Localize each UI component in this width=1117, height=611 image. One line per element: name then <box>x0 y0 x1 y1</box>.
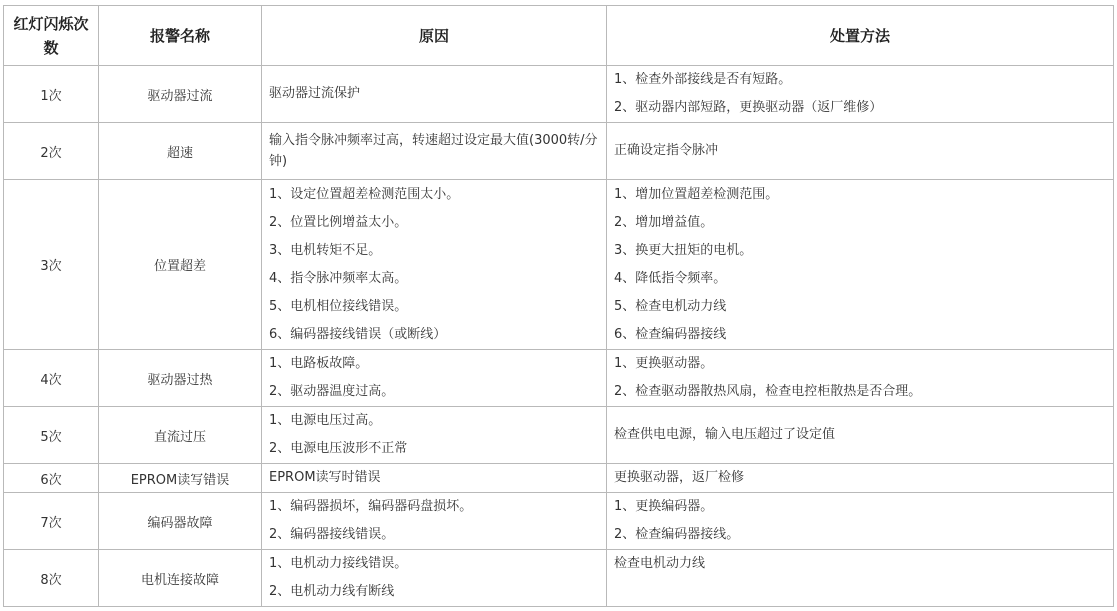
solution-line: 3、换更大扭矩的电机。 <box>614 242 753 258</box>
cause-line: 2、电机动力线有断线 <box>269 584 395 599</box>
solution-line: 正确设定指令脉冲 <box>614 143 719 158</box>
solution-line: 检查电机动力线 <box>614 556 706 571</box>
alarm-name: 驱动器过流 <box>99 66 262 123</box>
header-cause: 原因 <box>262 6 607 66</box>
solution-cell <box>607 66 1114 123</box>
blink-count: 4次 <box>4 350 99 407</box>
solution-line: 1、更换编码器。 <box>614 499 714 514</box>
cause-line: 5、电机相位接线错误。 <box>269 298 408 314</box>
solution-line: 1、增加位置超差检测范围。 <box>614 186 779 202</box>
blink-count: 8次 <box>4 550 99 607</box>
solution-cell <box>607 350 1114 407</box>
cause-line: 输入指令脉冲频率过高，转速超过设定最大值(3000转/分钟) <box>269 133 598 169</box>
cause-line: 2、电源电压波形不正常 <box>269 441 408 456</box>
solution-cell <box>607 550 1114 607</box>
alarm-name: 位置超差 <box>99 180 262 350</box>
cause-cell <box>262 493 607 550</box>
solution-cell <box>607 180 1114 350</box>
solution-line: 1、更换驱动器。 <box>614 356 714 371</box>
alarm-name: 超速 <box>99 123 262 180</box>
solution-line: 1、检查外部接线是否有短路。 <box>614 72 792 87</box>
blink-count: 3次 <box>4 180 99 350</box>
alarm-name: 驱动器过热 <box>99 350 262 407</box>
cause-line: 1、编码器损坏，编码器码盘损坏。 <box>269 499 473 514</box>
blink-count: 5次 <box>4 407 99 464</box>
alarm-name: 编码器故障 <box>99 493 262 550</box>
cause-cell <box>262 180 607 350</box>
table-row <box>4 123 1114 180</box>
cause-line: 1、电源电压过高。 <box>269 413 382 428</box>
solution-line: 2、检查驱动器散热风扇，检查电控柜散热是否合理。 <box>614 384 922 399</box>
cause-cell <box>262 123 607 180</box>
solution-line: 2、检查编码器接线。 <box>614 527 740 542</box>
header-row <box>4 6 1114 66</box>
blink-count: 2次 <box>4 123 99 180</box>
solution-line: 4、降低指令频率。 <box>614 270 727 286</box>
cause-cell <box>262 350 607 407</box>
cause-line: 3、电机转矩不足。 <box>269 242 382 258</box>
solution-cell <box>607 493 1114 550</box>
solution-cell <box>607 123 1114 180</box>
table-row <box>4 493 1114 550</box>
cause-cell <box>262 464 607 493</box>
table-row <box>4 350 1114 407</box>
cause-line: 1、电路板故障。 <box>269 356 369 371</box>
cause-cell <box>262 407 607 464</box>
cause-cell <box>262 66 607 123</box>
alarm-name: 电机连接故障 <box>99 550 262 607</box>
table-row <box>4 180 1114 350</box>
solution-line: 更换驱动器，返厂检修 <box>614 470 745 485</box>
cause-line: 2、驱动器温度过高。 <box>269 384 395 399</box>
solution-cell <box>607 464 1114 493</box>
alarm-table <box>3 5 1114 607</box>
blink-count: 1次 <box>4 66 99 123</box>
solution-line: 检查供电电源，输入电压超过了设定值 <box>614 427 836 442</box>
table-row <box>4 407 1114 464</box>
cause-line: 驱动器过流保护 <box>269 86 361 101</box>
cause-cell <box>262 550 607 607</box>
table-row <box>4 550 1114 607</box>
cause-line: 6、编码器接线错误（或断线） <box>269 326 447 342</box>
solution-line: 6、检查编码器接线 <box>614 326 727 342</box>
cause-line: EPROM读写时错误 <box>269 470 381 485</box>
blink-count: 6次 <box>4 464 99 493</box>
cause-line: 1、电机动力接线错误。 <box>269 556 408 571</box>
header-alarm-name: 报警名称 <box>99 6 262 66</box>
solution-line: 2、驱动器内部短路，更换驱动器（返厂维修） <box>614 100 883 115</box>
cause-line: 4、指令脉冲频率太高。 <box>269 270 408 286</box>
cause-line: 2、位置比例增益太小。 <box>269 214 408 230</box>
solution-cell <box>607 407 1114 464</box>
alarm-name: 直流过压 <box>99 407 262 464</box>
cause-line: 1、设定位置超差检测范围太小。 <box>269 186 460 202</box>
alarm-name: EPROM读写错误 <box>99 464 262 493</box>
solution-line: 2、增加增益值。 <box>614 214 714 230</box>
table-row <box>4 464 1114 493</box>
cause-line: 2、编码器接线错误。 <box>269 527 395 542</box>
header-solution: 处置方法 <box>607 6 1114 66</box>
solution-line: 5、检查电机动力线 <box>614 298 727 314</box>
header-blink-count: 红灯闪烁次数 <box>4 6 99 66</box>
table-row <box>4 66 1114 123</box>
blink-count: 7次 <box>4 493 99 550</box>
